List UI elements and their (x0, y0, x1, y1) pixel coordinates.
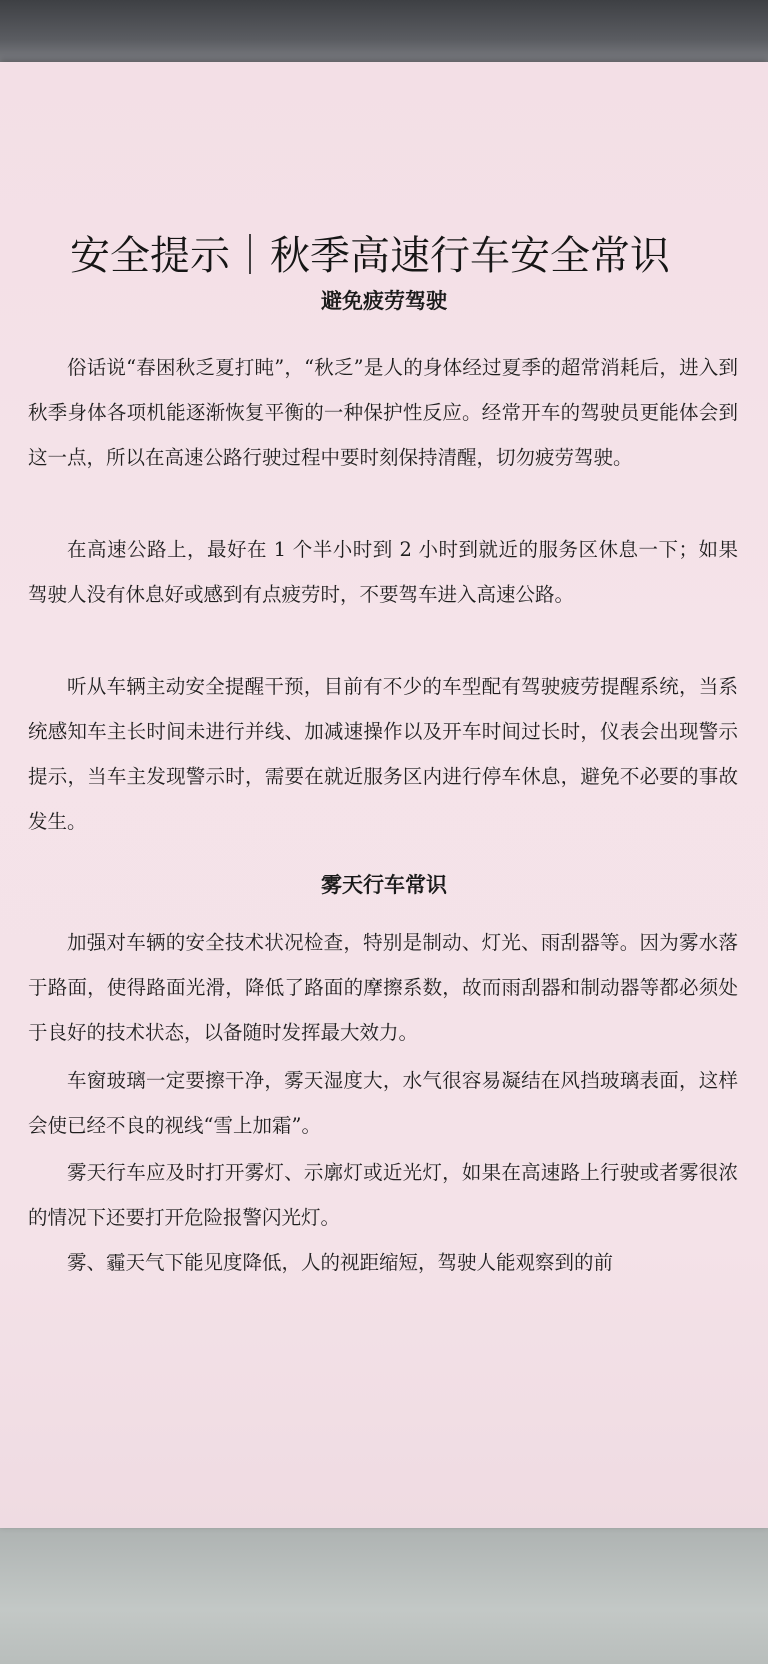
paragraph: 俗话说“春困秋乏夏打盹”，“秋乏”是人的身体经过夏季的超常消耗后，进入到秋季身体各项机能逐渐恢复平衡的一种保护性反应。经常开车的驾驶员更能体会到这一点，所以在高速公路行驶过程中要时刻保持清醒，切勿疲劳驾驶。 (28, 356, 738, 469)
paragraph: 车窗玻璃一定要擦干净，雾天湿度大，水气很容易凝结在风挡玻璃表面，这样会使已经不良的视线“雪上加霜”。 (28, 1069, 738, 1137)
paragraph: 雾天行车应及时打开雾灯、示廓灯或近光灯，如果在高速路上行驶或者雾很浓的情况下还要打开危险报警闪光灯。 (28, 1161, 738, 1229)
paragraph: 雾、霾天气下能见度降低，人的视距缩短，驾驶人能观察到的前 (67, 1251, 614, 1274)
paragraph: 加强对车辆的安全技术状况检查，特别是制动、灯光、雨刮器等。因为雾水落于路面，使得路面光滑，降低了路面的摩擦系数，故而雨刮器和制动器等都必须处于良好的技术状态，以备随时发挥最大效力。 (28, 931, 738, 1044)
paragraph: 听从车辆主动安全提醒干预，目前有不少的车型配有驾驶疲劳提醒系统，当系统感知车主长时间未进行并线、加减速操作以及开车时间过长时，仪表会出现警示提示，当车主发现警示时，需要在就近服务区内进行停车休息，避免不必要的事故发生。 (28, 675, 738, 833)
section-heading-fatigue: 避免疲劳驾驶 (321, 288, 447, 313)
table-surface (0, 1528, 768, 1664)
page-title: 安全提示｜秋季高速行车安全常识 (70, 233, 670, 279)
section-heading-fog: 雾天行车常识 (321, 872, 447, 897)
paragraph: 在高速公路上，最好在 1 个半小时到 2 小时到就近的服务区休息一下；如果驾驶人没有休息好或感到有点疲劳时，不要驾车进入高速公路。 (28, 538, 738, 606)
